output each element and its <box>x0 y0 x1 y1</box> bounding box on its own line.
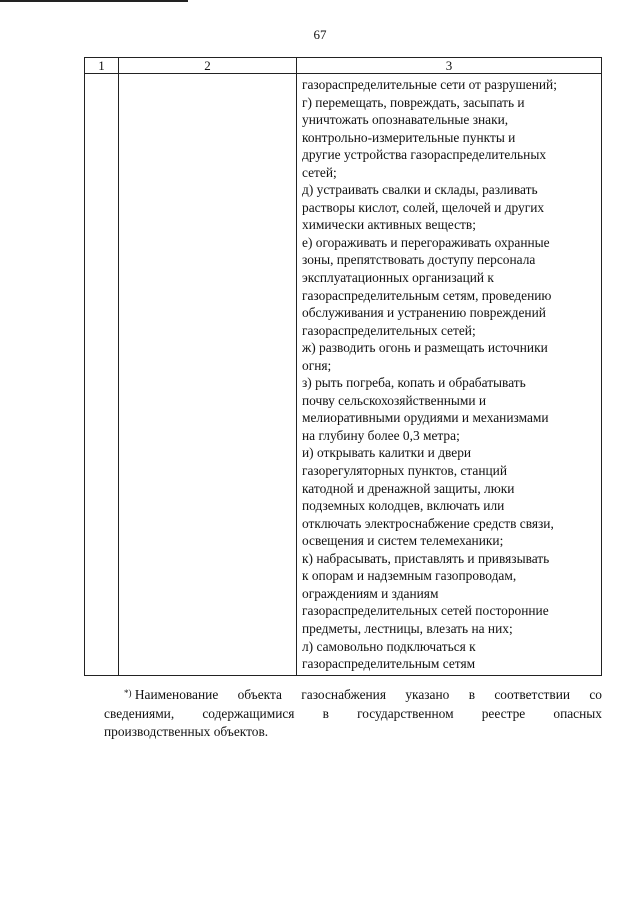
text-line: л) самовольно подключаться к <box>302 638 476 654</box>
text-line: растворы кислот, солей, щелочей и других <box>302 199 545 215</box>
footnote-word: Наименование <box>131 687 219 702</box>
text-line: контрольно-измерительные пункты и <box>302 129 516 145</box>
text-line: освещения и систем телемеханики; <box>302 533 504 549</box>
footnote-word: государственном <box>357 705 454 721</box>
text-line: зоны, препятствовать доступу персонала <box>302 252 536 268</box>
footnote-first-word <box>124 686 218 705</box>
text-line: газораспределительных сетей; <box>302 322 476 338</box>
text-line: на глубину более 0,3 метра; <box>302 427 460 443</box>
footnote-line-3: производственных объектов. <box>104 724 269 739</box>
footnote-word: в <box>322 705 329 721</box>
text-line: газораспределительным сетям <box>302 656 476 672</box>
footnote-word: указано <box>405 687 450 702</box>
table-header-row <box>85 58 602 74</box>
text-line: з) рыть погреба, копать и обрабатывать <box>302 375 526 391</box>
requirements-table <box>84 57 602 676</box>
text-line: эксплуатационных организаций к <box>302 270 494 286</box>
footnote <box>104 686 602 742</box>
text-line: мелиоративными орудиями и механизмами <box>302 410 549 426</box>
text-line: почву сельскохозяйственными и <box>302 392 487 408</box>
column-header-2: 2 <box>119 58 297 74</box>
prohibitions-text <box>297 74 601 675</box>
text-line: и) открывать калитки и двери <box>302 445 472 461</box>
text-line: предметы, лестницы, влезать на них; <box>302 620 513 636</box>
text-line: газорегуляторных пунктов, станций <box>302 463 508 479</box>
footnote-word: опасных <box>553 705 602 721</box>
footnote-line-2 <box>104 705 602 724</box>
footnote-word: в <box>468 687 476 702</box>
top-rule <box>0 0 188 2</box>
cell-col-1 <box>85 74 119 676</box>
table-row <box>85 74 602 676</box>
text-line: отключать электроснабжение средств связи, <box>302 515 554 531</box>
text-line: другие устройства газораспределительных <box>302 147 547 163</box>
text-line: подземных колодцев, включать или <box>302 498 505 514</box>
text-line: химически активных веществ; <box>302 217 476 233</box>
column-header-1: 1 <box>85 58 119 74</box>
text-line: к опорам и надземным газопроводам, <box>302 568 517 584</box>
footnote-word: газоснабжения <box>301 687 386 702</box>
footnote-word: со <box>589 687 602 702</box>
text-line: газораспределительных сетей посторонние <box>302 603 549 619</box>
text-line: ж) разводить огонь и размещать источники <box>302 340 548 356</box>
footnote-word: сведениями, <box>104 705 175 721</box>
text-line: к) набрасывать, приставлять и привязывать <box>302 550 550 566</box>
text-line: г) перемещать, повреждать, засыпать и <box>302 94 525 110</box>
text-line: катодной и дренажной защиты, люки <box>302 480 515 496</box>
footnote-marker: *) <box>124 688 132 698</box>
cell-col-3 <box>297 74 602 676</box>
footnote-word: соответствии <box>494 687 571 702</box>
column-header-3: 3 <box>297 58 602 74</box>
text-line: е) огораживать и перегораживать охранные <box>302 234 550 250</box>
footnote-line-1 <box>104 686 602 705</box>
text-line: обслуживания и устранению повреждений <box>302 305 546 321</box>
footnote-word: реестре <box>481 705 526 721</box>
text-line: огня; <box>302 357 332 373</box>
page-number: 67 <box>313 27 327 42</box>
footnote-word: содержащимися <box>202 705 295 721</box>
text-line: уничтожать опознавательные знаки, <box>302 112 509 128</box>
text-line: сетей; <box>302 164 337 180</box>
text-line: д) устраивать свалки и склады, разливать <box>302 182 538 198</box>
text-line: газораспределительные сети от разрушений; <box>302 77 557 92</box>
cell-col-2 <box>119 74 297 676</box>
footnote-word: объекта <box>237 687 282 702</box>
text-line: ограждениям и зданиям <box>302 585 439 601</box>
text-line: газораспределительным сетям, проведению <box>302 287 552 303</box>
